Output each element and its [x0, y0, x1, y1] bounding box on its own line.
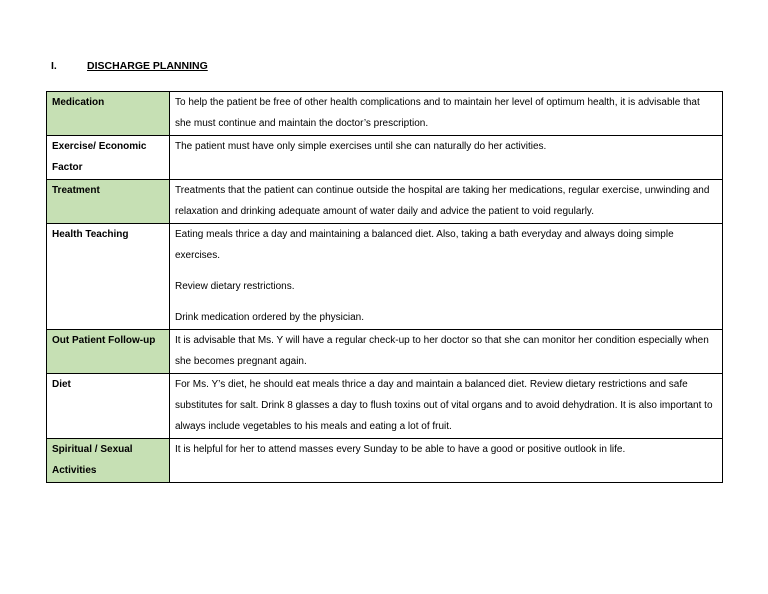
- row-paragraph: It is advisable that Ms. Y will have a regular check-up to her doctor so that she can monitor her condition especially when she becomes pregnant again.: [175, 335, 709, 367]
- row-label: Treatment: [47, 180, 170, 224]
- row-label: Health Teaching: [47, 224, 170, 330]
- discharge-planning-table: [46, 91, 723, 483]
- row-label: Medication: [47, 92, 170, 136]
- row-label: Diet: [47, 374, 170, 439]
- row-paragraph: To help the patient be free of other health complications and to maintain her level of optimum health, it is advisable that she must continue and maintain the doctor’s prescription.: [175, 97, 700, 129]
- row-paragraph: For Ms. Y’s diet, he should eat meals thrice a day and maintain a balanced diet. Review dietary restrictions and safe substitutes for salt. Drink 8 glasses a day to flush toxins out of vital organs and to avoid dehydration. It is also important to always include vegetables to his meals and eating a lot of fruit.: [175, 379, 713, 432]
- section-number: I.: [51, 60, 57, 72]
- section-heading: [51, 60, 208, 72]
- row-content: [170, 92, 723, 136]
- table-row: [47, 180, 723, 224]
- row-content: [170, 136, 723, 180]
- row-content: [170, 330, 723, 374]
- table-row: [47, 330, 723, 374]
- row-paragraph: Eating meals thrice a day and maintaining a balanced diet. Also, taking a bath everyday and always doing simple exercises.: [175, 229, 674, 261]
- row-label: Spiritual / Sexual Activities: [47, 439, 170, 483]
- table-row: [47, 439, 723, 483]
- table-row: [47, 136, 723, 180]
- row-label: Out Patient Follow-up: [47, 330, 170, 374]
- row-paragraph: It is helpful for her to attend masses every Sunday to be able to have a good or positive outlook in life.: [175, 444, 626, 455]
- table-row: [47, 224, 723, 330]
- row-paragraph: Drink medication ordered by the physician.: [175, 312, 364, 323]
- table-row: [47, 374, 723, 439]
- row-content: [170, 374, 723, 439]
- section-title: DISCHARGE PLANNING: [87, 60, 208, 72]
- row-content: [170, 439, 723, 483]
- row-paragraph: Review dietary restrictions.: [175, 281, 295, 292]
- table-row: [47, 92, 723, 136]
- row-paragraph: Treatments that the patient can continue outside the hospital are taking her medications, regular exercise, unwinding and relaxation and drinking adequate amount of water daily and advice the patient to void regularly.: [175, 185, 710, 217]
- row-content: [170, 224, 723, 330]
- row-content: [170, 180, 723, 224]
- row-label: Exercise/ Economic Factor: [47, 136, 170, 180]
- row-paragraph: The patient must have only simple exercises until she can naturally do her activities.: [175, 141, 547, 152]
